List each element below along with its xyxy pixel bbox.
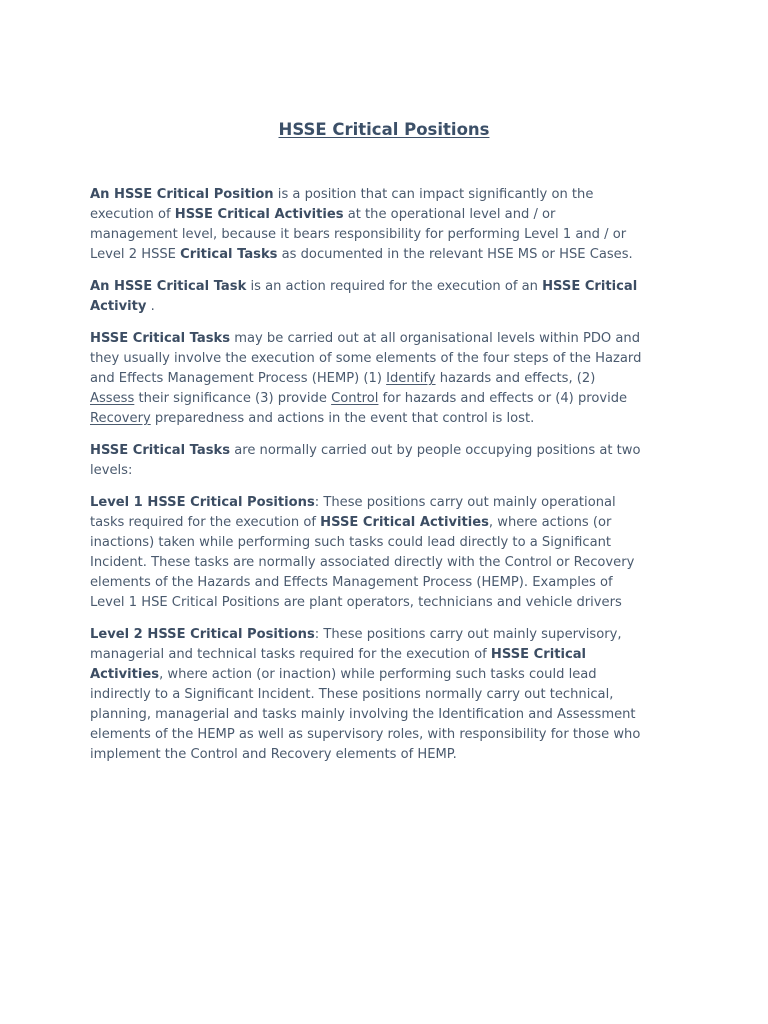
text-run: tasks required for the execution of <box>90 515 321 530</box>
term-critical-tasks: HSSE Critical Tasks <box>90 331 231 346</box>
text-run: planning, managerial and tasks mainly involving the Identification and Assessment <box>90 707 636 722</box>
paragraph-critical-tasks-hemp <box>90 329 680 429</box>
paragraph-level-2 <box>90 625 680 765</box>
paragraph-critical-task <box>90 277 680 317</box>
text-run: , where action (or inaction) while performing such tasks could lead <box>159 667 597 682</box>
term-critical-task: An HSSE Critical Task <box>90 279 247 294</box>
text-run: : These positions carry out mainly operational <box>314 495 616 510</box>
text-run: is a position that can impact significantly on the <box>273 187 594 202</box>
underlined-control: Control <box>331 391 379 406</box>
text-run: execution of <box>90 207 175 222</box>
text-run: may be carried out at all organisational levels within PDO and <box>230 331 641 346</box>
underlined-recovery: Recovery <box>90 411 151 426</box>
text-run: is an action required for the execution of an <box>246 279 543 294</box>
document-body <box>90 185 680 777</box>
text-run: levels: <box>90 463 133 478</box>
text-run: hazards and effects, (2) <box>435 371 596 386</box>
text-run: Level 2 HSSE <box>90 247 181 262</box>
term-critical-activities: HSSE Critical Activities <box>174 207 344 222</box>
term-critical-activities: HSSE Critical Activities <box>320 515 489 530</box>
page-title: HSSE Critical Positions <box>278 120 490 139</box>
term-level-1-positions: Level 1 HSSE Critical Positions <box>90 495 315 510</box>
underlined-identify: Identify <box>386 371 436 386</box>
text-run: and Effects Management Process (HEMP) (1) <box>90 371 387 386</box>
text-run: , where actions (or <box>488 515 612 530</box>
text-run: indirectly to a Significant Incident. These positions normally carry out technical, <box>90 687 614 702</box>
text-run: for hazards and effects or (4) provide <box>378 391 628 406</box>
text-run: as documented in the relevant HSE MS or HSE Cases. <box>277 247 633 262</box>
text-run: inactions) taken while performing such tasks could lead directly to a Significant <box>90 535 612 550</box>
text-run: : These positions carry out mainly supervisory, <box>314 627 622 642</box>
underlined-assess: Assess <box>90 391 135 406</box>
term-critical-tasks: Critical Tasks <box>180 247 278 262</box>
text-run: managerial and technical tasks required for the execution of <box>90 647 491 662</box>
paragraph-level-1 <box>90 493 680 613</box>
text-run: Level 1 HSE Critical Positions are plant operators, technicians and vehicle drivers <box>90 595 622 610</box>
text-run: their significance (3) provide <box>134 391 332 406</box>
text-run: they usually involve the execution of some elements of the four steps of the Hazard <box>90 351 642 366</box>
text-run: preparedness and actions in the event that control is lost. <box>150 411 535 426</box>
text-run: Incident. These tasks are normally associated directly with the Control or Recovery <box>90 555 635 570</box>
term-critical-activity: Activity <box>90 299 147 314</box>
term-critical-activity: HSSE Critical <box>542 279 638 294</box>
text-run: management level, because it bears responsibility for performing Level 1 and / or <box>90 227 627 242</box>
term-critical-activities: Activities <box>90 667 160 682</box>
term-level-2-positions: Level 2 HSSE Critical Positions <box>90 627 315 642</box>
term-critical-position: An HSSE Critical Position <box>90 187 274 202</box>
term-critical-activities: HSSE Critical <box>490 647 587 662</box>
paragraph-critical-position <box>90 185 680 265</box>
text-run: elements of the HEMP as well as supervisory roles, with responsibility for those who <box>90 727 641 742</box>
paragraph-two-levels <box>90 441 680 481</box>
term-critical-tasks: HSSE Critical Tasks <box>90 443 231 458</box>
text-run: at the operational level and / or <box>343 207 556 222</box>
text-run: implement the Control and Recovery elements of HEMP. <box>90 747 457 762</box>
text-run: . <box>146 299 155 314</box>
text-run: elements of the Hazards and Effects Management Process (HEMP). Examples of <box>90 575 613 590</box>
text-run: are normally carried out by people occupying positions at two <box>230 443 641 458</box>
